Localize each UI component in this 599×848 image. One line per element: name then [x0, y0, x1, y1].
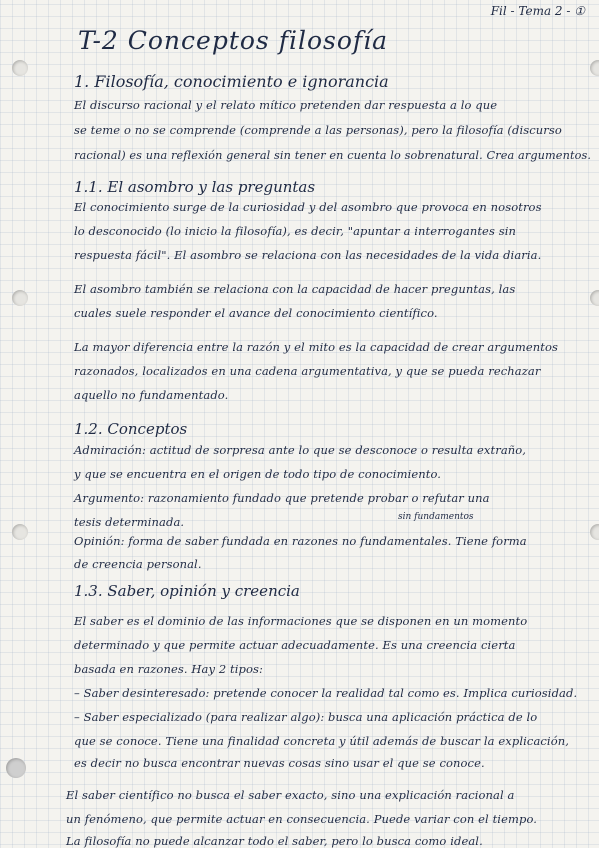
text-line: respuesta fácil". El asombro se relaciona con las necesidades de la vida diaria.: [74, 248, 542, 262]
text-line: El saber es el dominio de las informaciones que se disponen en un momento: [74, 614, 528, 628]
binder-hole-5: [590, 60, 599, 76]
section-heading: 1. Filosofía, conocimiento e ignorancia: [74, 72, 389, 91]
binder-hole-1: [12, 60, 28, 76]
text-line: Opinión: forma de saber fundada en razones no fundamentales. Tiene forma: [74, 534, 527, 548]
text-line: determinado y que permite actuar adecuadamente. Es una creencia cierta: [74, 638, 516, 652]
text-line: – Saber desinteresado: pretende conocer la realidad tal como es. Implica curiosidad.: [74, 686, 578, 700]
binder-hole-3: [12, 524, 28, 540]
text-line: razonados, localizados en una cadena argumentativa, y que se pueda rechazar: [74, 364, 541, 378]
text-line: racional) es una reflexión general sin tener en cuenta lo sobrenatural. Crea argumentos.: [74, 148, 592, 162]
text-line: es decir no busca encontrar nuevas cosas sino usar el que se conoce.: [74, 756, 485, 770]
text-line: El conocimiento surge de la curiosidad y del asombro que provoca en nosotros: [74, 200, 542, 214]
text-line: – Saber especializado (para realizar algo): busca una aplicación práctica de lo: [74, 710, 538, 724]
binder-hole-7: [590, 524, 599, 540]
section-heading: 1.3. Saber, opinión y creencia: [74, 582, 300, 600]
text-line: El discurso racional y el relato mítico pretenden dar respuesta a lo que: [74, 98, 498, 112]
text-line: La filosofía no puede alcanzar todo el saber, pero lo busca como ideal.: [66, 834, 483, 848]
text-line: cuales suele responder el avance del conocimiento científico.: [74, 306, 438, 320]
text-line: aquello no fundamentado.: [74, 388, 229, 402]
text-line: lo desconocido (lo inicio la filosofía), es decir, "apuntar a interrogantes sin: [74, 224, 517, 238]
text-line: se teme o no se comprende (comprende a las personas), pero la filosofía (discurso: [74, 123, 562, 137]
text-line: basada en razones. Hay 2 tipos:: [74, 662, 263, 676]
binder-hole-4: [6, 758, 26, 778]
text-line: un fenómeno, que permite actuar en consecuencia. Puede variar con el tiempo.: [66, 812, 538, 826]
text-line: El saber científico no busca el saber exacto, sino una explicación racional a: [66, 788, 515, 802]
text-line: y que se encuentra en el origen de todo tipo de conocimiento.: [74, 467, 442, 481]
binder-hole-2: [12, 290, 28, 306]
text-line: Argumento: razonamiento fundado que pretende probar o refutar una: [74, 491, 490, 505]
margin-note: sin fundamentos: [398, 512, 474, 522]
binder-hole-6: [590, 290, 599, 306]
text-line: de creencia personal.: [74, 557, 202, 571]
page-title: T-2 Conceptos filosofía: [78, 26, 389, 55]
section-heading: 1.2. Conceptos: [74, 420, 188, 438]
section-heading: 1.1. El asombro y las preguntas: [74, 178, 316, 196]
text-line: La mayor diferencia entre la razón y el mito es la capacidad de crear argumentos: [74, 340, 559, 354]
text-line: El asombro también se relaciona con la capacidad de hacer preguntas, las: [74, 282, 516, 296]
text-line: que se conoce. Tiene una finalidad concreta y útil además de buscar la explicación,: [74, 734, 569, 748]
text-line: tesis determinada.: [74, 515, 185, 529]
text-line: Admiración: actitud de sorpresa ante lo que se desconoce o resulta extraño,: [74, 443, 527, 457]
page-reference: Fil - Tema 2 - ①: [490, 4, 585, 18]
